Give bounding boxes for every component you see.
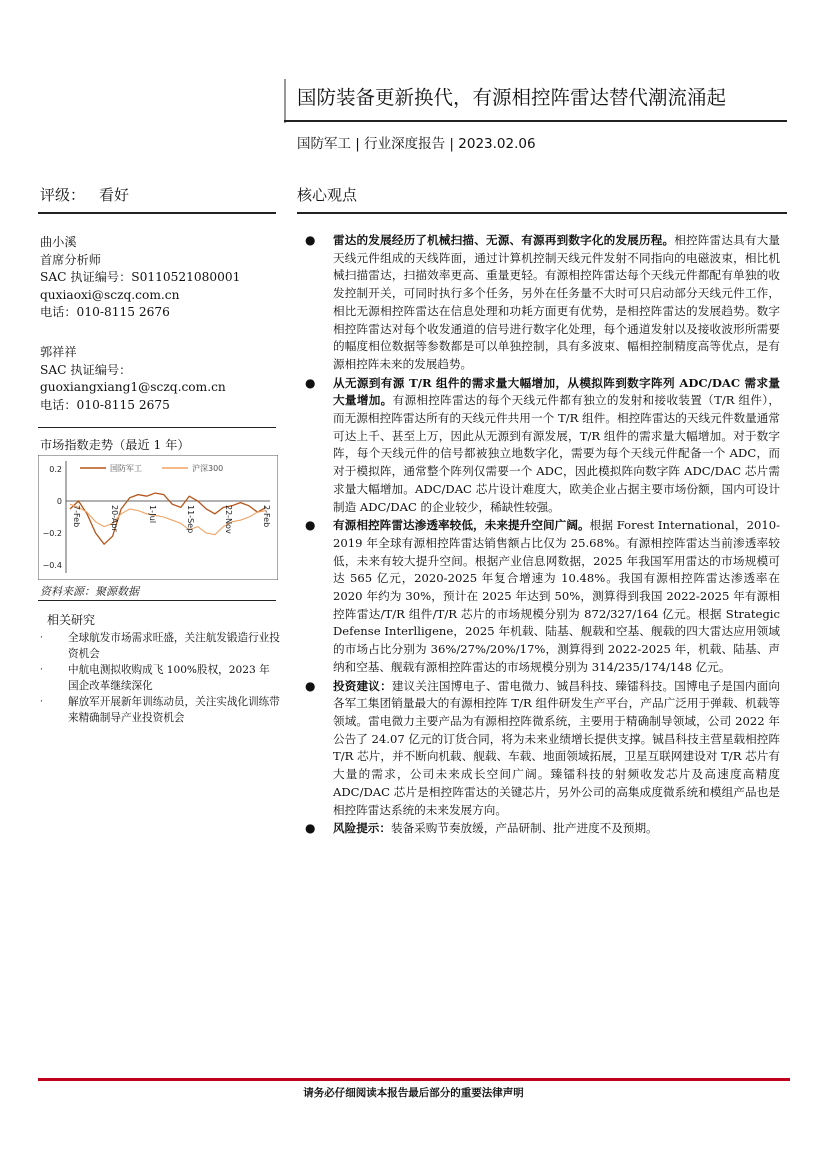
analyst-email[interactable]: quxiaoxi@sczq.com.cn: [40, 287, 180, 302]
bullet-icon: ●: [305, 375, 316, 390]
report-subtitle: 国防军工 | 行业深度报告 | 2023.02.06: [297, 136, 536, 152]
report-title: 国防装备更新换代，有源相控阵雷达替代潮流涌起: [297, 86, 727, 109]
x-tick-label: 11-Sep: [186, 505, 195, 534]
bullet-dot-icon: ·: [40, 697, 43, 707]
x-tick-label: 1-Jul: [148, 505, 157, 524]
chart-divider: [38, 600, 276, 601]
related-item-text: 全球航发市场需求旺盛，关注航发锻造行业投资机会: [68, 632, 280, 660]
x-tick-label: 2-Feb: [262, 505, 271, 528]
core-point-lead: 投资建议：: [333, 678, 392, 693]
analyst-name: 郭祥祥: [40, 345, 77, 359]
bullet-icon: ●: [305, 821, 316, 836]
bullet-dot-icon: ·: [40, 633, 43, 643]
analyst-divider: [38, 427, 276, 428]
analyst-phone: 电话：010-8115 2675: [40, 397, 170, 412]
rating: [40, 184, 129, 205]
analyst-sac: SAC 执证编号：S0110521080001: [40, 270, 241, 284]
title-divider: [284, 120, 787, 122]
core-point-body: 装备采购节奏放缓，产品研制、批产进度不及预期。: [390, 821, 658, 836]
related-item-text: 解放军开展新年训练动员，关注实战化训练带来精确制导产业投资机会: [68, 696, 280, 724]
analyst-phone: 电话：010-8115 2676: [40, 305, 170, 319]
related-list: [40, 630, 280, 726]
analyst-name: 曲小溪: [40, 235, 77, 249]
core-title: 核心观点: [297, 186, 358, 204]
core-point: [300, 517, 780, 676]
bullet-dot-icon: ·: [40, 665, 43, 675]
y-tick-label: 0: [56, 497, 62, 506]
footer-divider: [38, 1078, 790, 1081]
related-item-text: 中航电测拟收购成飞 100%股权，2023 年国企改革继续深化: [68, 664, 270, 692]
bullet-icon: ●: [305, 678, 316, 693]
analyst-email[interactable]: guoxiangxiang1@sczq.com.cn: [40, 380, 226, 394]
core-point: [300, 678, 780, 820]
x-tick-label: 7-Feb: [72, 505, 81, 528]
y-tick-label: −0.2: [42, 529, 62, 538]
rating-label: 评级：: [40, 186, 86, 204]
core-point-body: 有源相控阵雷达的每个天线元件都有独立的发射和接收装置（T/R 组件），而无源相控阵雷达所有的天线元件共用一个 T/R 组件。相控阵雷达的天线元件数量通常可达上千、甚至上万，因此从无源到有源发展，T/R 组件的需求量大幅增加。对于数字阵，每个天线元件的信号都被独立地数字化，需要为每个天线元件配备一个 ADC，而对于模拟阵，通常整个阵列仅需要一个 ADC，因此模拟阵向数字阵 ADC/DAC 芯片需求量大幅增加。ADC/DAC 芯片设计难度大，欧美企业占据主要市场份额，国内可设计制造 ADC/DAC 的企业较少，稀缺性较强。: [333, 393, 780, 514]
chart-source: 资料来源：聚源数据: [40, 585, 139, 598]
related-item[interactable]: [40, 694, 280, 726]
analyst-role: 首席分析师: [40, 252, 101, 267]
x-tick-label: 20-Apr: [110, 505, 119, 532]
legend-label: 国防军工: [110, 464, 142, 473]
core-point-body: 根据 Forest International，2010-2019 年全球有源相控阵雷达销售额占比仅为 25.68%。有源相控阵雷达当前渗透率较低，未来有较大提升空间。根据产业信息网数据，2025 年我国军用雷达的市场规模可达 565 亿元，2020-2025 年复合增速为 10.48%。我国有源相控阵雷达渗透率在 2020 年约为 30%，预计在 2025 年达到 50%，测算得到我国 2022-2025 年有源相控阵雷达/T/R 组件/T/R 芯片的市场规模分别为 872/327/164 亿元。根据 Strategic Defense Interlligene，2025 年机载、陆基、舰载和空基、舰载的四大雷达应用领域的市场占比分别为 36%/27%/20%/17%，测算得到 2022-2025 年，机载、陆基、声纳和空基、舰载有源相控阵雷达的市场规模分别为 314/235/174/148 亿元。: [333, 518, 780, 674]
core-point-body: 建议关注国博电子、雷电微力、铖昌科技、臻镭科技。国博电子是国内面向各军工集团销量最大的有源相控阵 T/R 组件研发生产平台，产品广泛用于弹载、机载等领域。雷电微力主要产品为有源相控阵微系统，主要用于精确制导领域，公司 2022 年公告了 24.07 亿元的订货合同，将为未来业绩增长提供支撑。铖昌科技主营星载相控阵 T/R 芯片，并不断向机载、舰载、车载、地面领域拓展，卫星互联网建设对 T/R 芯片有大量的需求，公司未来成长空间广阔。臻镭科技的射频收发芯片及高速度高精度 ADC/DAC 芯片是相控阵雷达的关键芯片，另外公司的高集成度微系统和模组产品也是相控阵雷达系统的未来发展方向。: [333, 678, 780, 817]
bullet-icon: ●: [305, 233, 316, 247]
core-point-body: 相控阵雷达具有大量天线元件组成的天线阵面，通过计算机控制天线元件发射不同指向的电磁波束，相比机械扫描雷达，扫描效率更高、重量更轻。有源相控阵雷达每个天线元件都配有单独的收发控制开关，可同时执行多个任务，另外在任务量不大时可只启动部分天线元件工作，相比无源相控阵雷达在信息处理和功耗方面更有优势，是相控阵雷达的发展趋势。数字相控阵雷达对每个收发通道的信号进行数字化处理，每个通道发射以及接收波形所需要的幅度相位数据等参数都是可以单独控制，具有多波束、幅相控制精度高等优点，是有源相控阵未来的发展趋势。: [333, 233, 780, 371]
core-points: [300, 232, 780, 839]
core-point: [300, 375, 780, 517]
core-point-lead: 有源相控阵雷达渗透率较低，未来提升空间广阔。: [333, 518, 590, 533]
bullet-icon: ●: [305, 518, 316, 533]
market-chart: [38, 455, 278, 580]
core-point-lead: 雷达的发展经历了机械扫描、无源、有源再到数字化的发展历程。: [333, 233, 675, 247]
analyst-block: [40, 234, 240, 322]
market-title: 市场指数走势（最近 1 年）: [40, 438, 190, 452]
y-tick-label: 0.2: [49, 465, 62, 474]
related-item[interactable]: [40, 630, 280, 662]
core-divider: [297, 212, 787, 214]
core-point: [300, 232, 780, 374]
related-title: 相关研究: [47, 613, 96, 627]
legend-label: 沪深300: [192, 464, 224, 473]
y-tick-label: −0.4: [42, 561, 62, 570]
title-accent-bar: [284, 79, 286, 123]
analyst-sac: SAC 执证编号：: [40, 362, 132, 377]
market-chart-svg: [38, 455, 278, 580]
core-point-lead: 从无源到有源 T/R 组件的需求量大幅增加，从模拟阵到数字阵列 ADC/DAC 需求量大量增加。: [333, 375, 780, 408]
rating-divider: [38, 212, 276, 214]
footer-disclaimer[interactable]: 请务必仔细阅读本报告最后部分的重要法律声明: [303, 1087, 524, 1099]
related-item[interactable]: [40, 662, 280, 694]
core-point: [300, 820, 780, 838]
rating-value: 看好: [99, 186, 130, 204]
x-tick-label: 22-Nov: [224, 505, 233, 534]
analyst-block: [40, 344, 226, 414]
core-point-lead: 风险提示：: [333, 821, 391, 836]
